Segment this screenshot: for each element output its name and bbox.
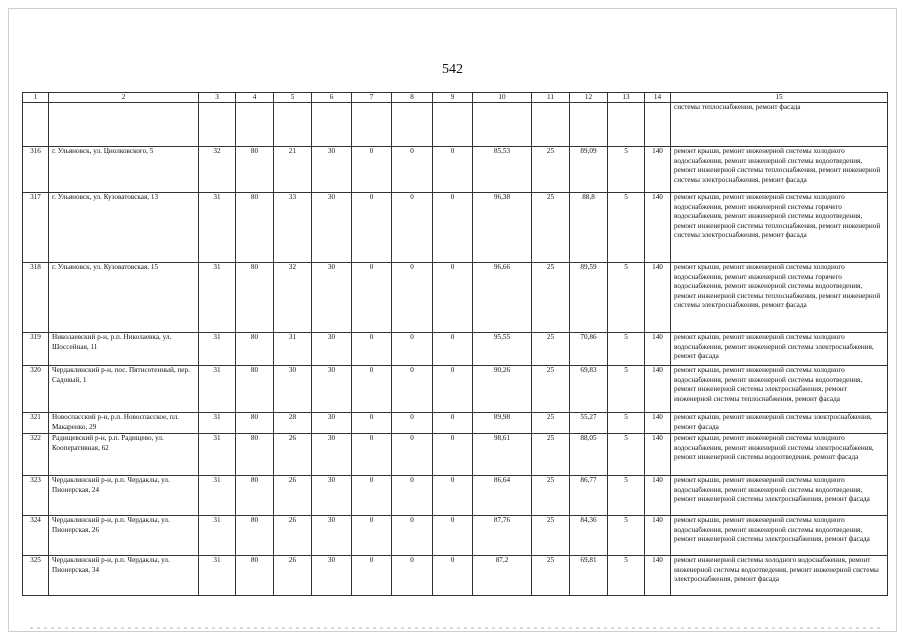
value-cell-c10: 85,53 <box>473 147 532 193</box>
value-cell-c3: 31 <box>199 413 236 434</box>
value-cell-c10: 87,76 <box>473 516 532 556</box>
table-row <box>23 263 888 333</box>
value-cell-c5: 30 <box>274 366 312 413</box>
value-cell-c12: 70,86 <box>570 333 608 366</box>
address-cell: Чердаклинский р-н, р.п. Чердаклы, ул. Пионерская, 34 <box>49 556 199 596</box>
value-cell-c11: 25 <box>532 516 570 556</box>
value-cell-c11: 25 <box>532 413 570 434</box>
value-cell-c3: 31 <box>199 333 236 366</box>
value-cell-c8: 0 <box>392 263 433 333</box>
value-cell-c10: 90,26 <box>473 366 532 413</box>
value-cell-c9: 0 <box>433 147 473 193</box>
value-cell-c8: 0 <box>392 413 433 434</box>
value-cell-c13: 5 <box>608 263 645 333</box>
value-cell-c13: 5 <box>608 516 645 556</box>
value-cell-c13: 5 <box>608 147 645 193</box>
works-cell: ремонт инженерной системы холодного водоснабжения, ремонт инженерной системы водоотведения, ремонт инженерной системы электроснабжения, ремонт фасада <box>671 556 888 596</box>
value-cell-c13: 5 <box>608 556 645 596</box>
works-cell: ремонт крыши, ремонт инженерной системы холодного водоснабжения, ремонт инженерной системы горячего водоснабжения, ремонт инженерной системы водоотведения, ремонт инженерной системы теплоснабжения, ремонт инженерной системы электроснабжения, ремонт фасада <box>671 193 888 263</box>
table-row <box>23 147 888 193</box>
value-cell-c11: 25 <box>532 147 570 193</box>
row-number: 316 <box>23 147 49 193</box>
value-cell-c14: 140 <box>645 476 671 516</box>
value-cell-c9: 0 <box>433 333 473 366</box>
address-cell: Радищевский р-н, р.п. Радищево, ул. Кооперативная, 62 <box>49 434 199 476</box>
value-cell-c4: 80 <box>236 366 274 413</box>
column-header-9: 9 <box>433 93 473 103</box>
row-number: 321 <box>23 413 49 434</box>
value-cell-c14: 140 <box>645 434 671 476</box>
works-cell: ремонт крыши, ремонт инженерной системы холодного водоснабжения, ремонт инженерной системы горячего водоснабжения, ремонт инженерной системы водоотведения, ремонт инженерной системы теплоснабжения, ремонт инженерной системы электроснабжения, ремонт фасада <box>671 263 888 333</box>
value-cell-c3: 31 <box>199 556 236 596</box>
value-cell-c3: 31 <box>199 476 236 516</box>
value-cell-c10: 89,98 <box>473 413 532 434</box>
column-header-5: 5 <box>274 93 312 103</box>
value-cell-c6: 30 <box>312 556 352 596</box>
value-cell-c12: 89,09 <box>570 147 608 193</box>
value-cell-c13: 5 <box>608 333 645 366</box>
value-cell-c4: 80 <box>236 147 274 193</box>
value-cell-c4: 80 <box>236 263 274 333</box>
header-row <box>23 93 888 103</box>
value-cell-c13: 5 <box>608 476 645 516</box>
table-row <box>23 476 888 516</box>
address-cell: Николаевский р-н, р.п. Николаевка, ул. Шоссейная, 11 <box>49 333 199 366</box>
value-cell-c6: 30 <box>312 263 352 333</box>
value-cell-c6: 30 <box>312 516 352 556</box>
value-cell-c7: 0 <box>352 193 392 263</box>
value-cell-c3: 31 <box>199 193 236 263</box>
value-cell-c9: 0 <box>433 413 473 434</box>
table-row <box>23 516 888 556</box>
value-cell-c8: 0 <box>392 476 433 516</box>
value-cell-c5: 26 <box>274 434 312 476</box>
value-cell-c5: 32 <box>274 263 312 333</box>
table-row <box>23 556 888 596</box>
column-header-12: 12 <box>570 93 608 103</box>
value-cell-c12: 86,77 <box>570 476 608 516</box>
value-cell-c8: 0 <box>392 366 433 413</box>
value-cell-c7: 0 <box>352 556 392 596</box>
works-cell: ремонт крыши, ремонт инженерной системы электроснабжения, ремонт фасада <box>671 413 888 434</box>
value-cell-c10: 96,38 <box>473 193 532 263</box>
value-cell-c3: 31 <box>199 434 236 476</box>
works-cell: ремонт крыши, ремонт инженерной системы холодного водоснабжения, ремонт инженерной системы водоотведения, ремонт инженерной системы электроснабжения, ремонт инженерной системы теплоснабжения, ремонт фасада <box>671 366 888 413</box>
address-cell: г. Ульяновск, ул. Кузоватовская, 13 <box>49 193 199 263</box>
column-header-1: 1 <box>23 93 49 103</box>
value-cell-c13: 5 <box>608 193 645 263</box>
continuation-row <box>23 103 888 147</box>
value-cell-c3: 31 <box>199 263 236 333</box>
value-cell-c11: 25 <box>532 263 570 333</box>
value-cell-c6: 30 <box>312 413 352 434</box>
column-header-10: 10 <box>473 93 532 103</box>
address-cell: Чердаклинский р-н, р.п. Чердаклы, ул. Пионерская, 24 <box>49 476 199 516</box>
value-cell-c4: 80 <box>236 434 274 476</box>
value-cell-c9: 0 <box>433 434 473 476</box>
value-cell-c6: 30 <box>312 333 352 366</box>
value-cell-c8: 0 <box>392 333 433 366</box>
value-cell-c11: 25 <box>532 333 570 366</box>
table-row <box>23 193 888 263</box>
value-cell-c6: 30 <box>312 193 352 263</box>
value-cell-c7: 0 <box>352 413 392 434</box>
value-cell-c11: 25 <box>532 476 570 516</box>
value-cell-c4: 80 <box>236 476 274 516</box>
address-cell: г. Ульяновск, ул. Кузоватовская, 15 <box>49 263 199 333</box>
value-cell-c14: 140 <box>645 516 671 556</box>
value-cell-c5: 26 <box>274 556 312 596</box>
value-cell-c8: 0 <box>392 434 433 476</box>
column-header-6: 6 <box>312 93 352 103</box>
column-header-11: 11 <box>532 93 570 103</box>
column-header-15: 15 <box>671 93 888 103</box>
row-number: 325 <box>23 556 49 596</box>
value-cell-c7: 0 <box>352 333 392 366</box>
value-cell-c10: 98,61 <box>473 434 532 476</box>
value-cell-c9: 0 <box>433 516 473 556</box>
value-cell-c13: 5 <box>608 434 645 476</box>
scan-artifact <box>30 627 880 629</box>
value-cell-c3: 31 <box>199 516 236 556</box>
works-cell: ремонт крыши, ремонт инженерной системы холодного водоснабжения, ремонт инженерной системы водоотведения, ремонт инженерной системы теплоснабжения, ремонт инженерной системы электроснабжения, ремонт фасада <box>671 147 888 193</box>
value-cell-c4: 80 <box>236 516 274 556</box>
value-cell-c14: 140 <box>645 366 671 413</box>
value-cell-c9: 0 <box>433 556 473 596</box>
row-number: 323 <box>23 476 49 516</box>
value-cell-c11: 25 <box>532 556 570 596</box>
column-header-14: 14 <box>645 93 671 103</box>
column-header-7: 7 <box>352 93 392 103</box>
value-cell-c6: 30 <box>312 366 352 413</box>
value-cell-c5: 21 <box>274 147 312 193</box>
value-cell-c14: 140 <box>645 333 671 366</box>
capital-repair-table <box>22 92 888 596</box>
value-cell-c5: 26 <box>274 516 312 556</box>
value-cell-c14: 140 <box>645 193 671 263</box>
value-cell-c4: 80 <box>236 333 274 366</box>
value-cell-c8: 0 <box>392 193 433 263</box>
row-number: 317 <box>23 193 49 263</box>
value-cell-c7: 0 <box>352 263 392 333</box>
page-number: 542 <box>442 62 463 77</box>
continuation-works: системы теплоснабжения, ремонт фасада <box>671 103 888 147</box>
value-cell-c6: 30 <box>312 147 352 193</box>
value-cell-c6: 30 <box>312 434 352 476</box>
value-cell-c8: 0 <box>392 147 433 193</box>
value-cell-c5: 26 <box>274 476 312 516</box>
value-cell-c3: 32 <box>199 147 236 193</box>
works-cell: ремонт крыши, ремонт инженерной системы холодного водоснабжения, ремонт инженерной системы электроснабжения, ремонт фасада <box>671 333 888 366</box>
value-cell-c12: 88,8 <box>570 193 608 263</box>
value-cell-c9: 0 <box>433 476 473 516</box>
value-cell-c5: 28 <box>274 413 312 434</box>
value-cell-c10: 87,2 <box>473 556 532 596</box>
address-cell: Новоспасский р-н, р.п. Новоспасское, пл. Макаренко, 29 <box>49 413 199 434</box>
value-cell-c5: 31 <box>274 333 312 366</box>
value-cell-c9: 0 <box>433 193 473 263</box>
value-cell-c6: 30 <box>312 476 352 516</box>
value-cell-c10: 96,66 <box>473 263 532 333</box>
value-cell-c5: 33 <box>274 193 312 263</box>
value-cell-c12: 84,36 <box>570 516 608 556</box>
value-cell-c12: 69,83 <box>570 366 608 413</box>
table-row <box>23 366 888 413</box>
table-row <box>23 434 888 476</box>
value-cell-c14: 140 <box>645 147 671 193</box>
value-cell-c14: 140 <box>645 263 671 333</box>
address-cell: г. Ульяновск, ул. Циолковского, 5 <box>49 147 199 193</box>
table-row <box>23 413 888 434</box>
value-cell-c11: 25 <box>532 434 570 476</box>
row-number: 324 <box>23 516 49 556</box>
value-cell-c12: 89,59 <box>570 263 608 333</box>
value-cell-c8: 0 <box>392 556 433 596</box>
value-cell-c8: 0 <box>392 516 433 556</box>
column-header-13: 13 <box>608 93 645 103</box>
column-header-3: 3 <box>199 93 236 103</box>
row-number: 319 <box>23 333 49 366</box>
value-cell-c10: 86,64 <box>473 476 532 516</box>
row-number: 320 <box>23 366 49 413</box>
address-cell: Чердаклинский р-н, р.п. Чердаклы, ул. Пионерская, 26 <box>49 516 199 556</box>
value-cell-c11: 25 <box>532 193 570 263</box>
value-cell-c14: 140 <box>645 556 671 596</box>
works-cell: ремонт крыши, ремонт инженерной системы холодного водоснабжения, ремонт инженерной системы водоотведения, ремонт инженерной системы электроснабжения, ремонт фасада <box>671 516 888 556</box>
value-cell-c7: 0 <box>352 434 392 476</box>
value-cell-c4: 80 <box>236 193 274 263</box>
value-cell-c9: 0 <box>433 263 473 333</box>
value-cell-c10: 95,55 <box>473 333 532 366</box>
value-cell-c11: 25 <box>532 366 570 413</box>
column-header-8: 8 <box>392 93 433 103</box>
value-cell-c4: 80 <box>236 556 274 596</box>
column-header-2: 2 <box>49 93 199 103</box>
address-cell: Чердаклинский р-н, пос. Пятисотенный, пер. Садовый, 1 <box>49 366 199 413</box>
works-cell: ремонт крыши, ремонт инженерной системы холодного водоснабжения, ремонт инженерной системы электроснабжения, ремонт инженерной системы водоотведения, ремонт фасада <box>671 434 888 476</box>
column-header-4: 4 <box>236 93 274 103</box>
value-cell-c9: 0 <box>433 366 473 413</box>
value-cell-c7: 0 <box>352 476 392 516</box>
value-cell-c13: 5 <box>608 366 645 413</box>
table-row <box>23 333 888 366</box>
value-cell-c12: 69,81 <box>570 556 608 596</box>
value-cell-c14: 140 <box>645 413 671 434</box>
value-cell-c7: 0 <box>352 366 392 413</box>
value-cell-c12: 88,05 <box>570 434 608 476</box>
value-cell-c4: 80 <box>236 413 274 434</box>
row-number: 322 <box>23 434 49 476</box>
value-cell-c7: 0 <box>352 147 392 193</box>
value-cell-c12: 55,27 <box>570 413 608 434</box>
value-cell-c13: 5 <box>608 413 645 434</box>
value-cell-c3: 31 <box>199 366 236 413</box>
value-cell-c7: 0 <box>352 516 392 556</box>
works-cell: ремонт крыши, ремонт инженерной системы холодного водоснабжения, ремонт инженерной системы водоотведения, ремонт инженерной системы электроснабжения, ремонт фасада <box>671 476 888 516</box>
row-number: 318 <box>23 263 49 333</box>
